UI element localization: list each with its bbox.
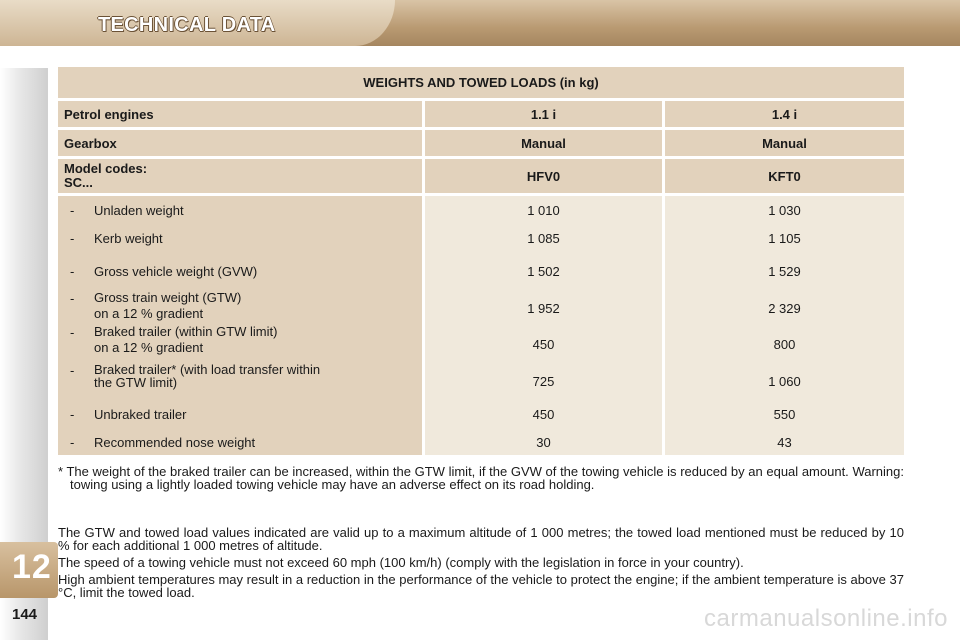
row-sublabel: on a 12 % gradient	[94, 340, 204, 355]
head-label	[58, 159, 422, 193]
table-row: - Unladen weight	[70, 203, 184, 218]
cell-value: 1 010	[527, 203, 560, 218]
head-col1: Manual	[422, 130, 662, 156]
cell-value: 30	[536, 434, 551, 450]
row-label: Gross train weight (GTW)	[94, 290, 242, 305]
row-label: Unbraked trailer	[94, 406, 187, 422]
head-col1: HFV0	[422, 159, 662, 193]
head-label: Gearbox	[58, 130, 422, 156]
head-col1: 1.1 i	[422, 101, 662, 127]
footnote-text: * The weight of the braked trailer can be increased, within the GTW limit, if the GVW of the towing vehicle is reduced by an equal amount. Warning: towing using a lightly loaded towing vehicle may have an adverse effect on its road holding.	[58, 464, 904, 492]
head-label: Petrol engines	[58, 101, 422, 127]
table-row: - Gross train weight (GTW) on a 12 % gradient	[70, 290, 242, 321]
body-col2	[662, 196, 904, 455]
weights-table	[58, 64, 904, 458]
table-row: - Recommended nose weight	[70, 434, 256, 450]
table-row: - Kerb weight	[70, 230, 163, 246]
model-codes-label: Model codes:	[64, 161, 148, 176]
watermark: carmanualsonline.info	[704, 605, 948, 632]
footnote	[58, 465, 904, 491]
cell-value: 450	[532, 336, 555, 352]
head-col2: Manual	[662, 130, 904, 156]
body-labels	[58, 196, 422, 455]
cell-value: 1 502	[527, 263, 560, 279]
sc-label: SC...	[64, 175, 93, 190]
table-title-row	[58, 67, 904, 98]
chapter-number: 12	[12, 548, 52, 586]
row-sublabel: on a 12 % gradient	[94, 306, 204, 321]
row-label: Recommended nose weight	[94, 434, 256, 450]
table-row: - Unbraked trailer	[70, 406, 187, 422]
row-label: Unladen weight	[94, 203, 184, 218]
cell-value: 1 030	[768, 203, 801, 218]
cell-value: 43	[777, 434, 792, 450]
head-col2: 1.4 i	[662, 101, 904, 127]
cell-value: 550	[773, 406, 796, 422]
table-head-row	[58, 101, 904, 127]
cell-value: 725	[532, 373, 555, 389]
row-label: Braked trailer* (with load transfer within	[94, 362, 321, 377]
cell-value: 2 329	[768, 300, 801, 316]
row-label: Braked trailer (within GTW limit)	[94, 324, 278, 339]
cell-value: 800	[773, 336, 796, 352]
page-number: 144	[12, 606, 38, 623]
cell-value: 1 952	[527, 300, 560, 316]
table-head-row	[58, 159, 904, 193]
cell-value: 1 060	[768, 373, 801, 389]
table-row: - Braked trailer (within GTW limit) on a 12 % gradient	[70, 324, 278, 355]
table-title: WEIGHTS AND TOWED LOADS (in kg)	[58, 67, 904, 98]
table-row: - Braked trailer* (with load transfer within the GTW limit)	[70, 362, 321, 390]
row-label: Kerb weight	[94, 230, 163, 246]
row-label: Gross vehicle weight (GVW)	[94, 263, 258, 279]
cell-value: 1 085	[527, 230, 560, 246]
table-head-row	[58, 130, 904, 156]
paragraph-speed: The speed of a towing vehicle must not exceed 60 mph (100 km/h) (comply with the legislation in force in your country).	[58, 555, 744, 570]
cell-value: 1 105	[768, 230, 801, 246]
page-title: TECHNICAL DATA	[98, 14, 276, 36]
paragraph-temperature: High ambient temperatures may result in a reduction in the performance of the vehicle to protect the engine; if the ambient temperature is above 37 °C, limit the towed load.	[58, 572, 904, 600]
cell-value: 1 529	[768, 263, 801, 279]
table-row: - Gross vehicle weight (GVW)	[70, 263, 258, 279]
cell-value: 450	[532, 406, 555, 422]
body-col1	[422, 196, 662, 455]
table-body	[58, 196, 904, 455]
head-col2: KFT0	[662, 159, 904, 193]
row-sublabel: the GTW limit)	[94, 375, 178, 390]
paragraph-altitude: The GTW and towed load values indicated are valid up to a maximum altitude of 1 000 metres; the towed load mentioned must be reduced by 10 % for each additional 1 000 metres of altitude.	[58, 525, 904, 553]
